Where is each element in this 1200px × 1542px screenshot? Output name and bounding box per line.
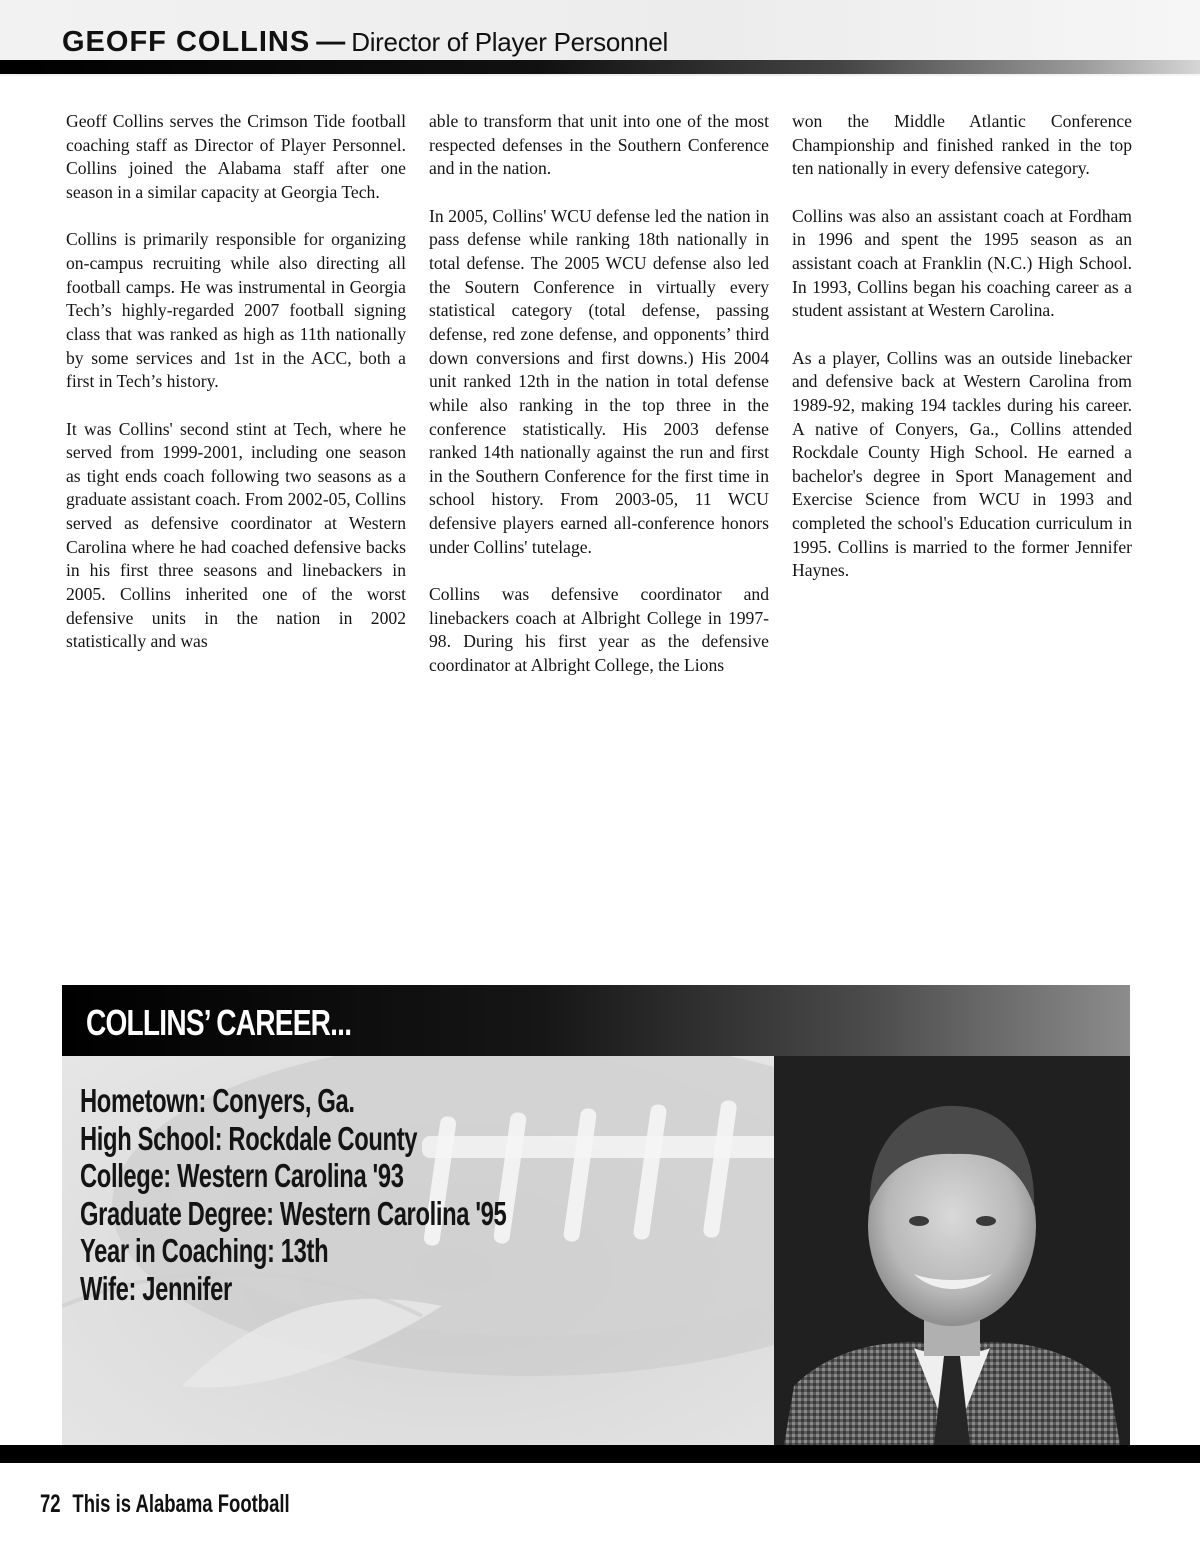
fact-high-school: High School: Rockdale County (80, 1119, 418, 1157)
coach-role: Director of Player Personnel (351, 27, 668, 57)
paragraph: Collins was also an assistant coach at Fordham in 1996 and spent the 1995 season as an assistant coach at Franklin (N.C.) High School. In 1993, Collins began his coaching career as a student assistant at Western Carolina. (792, 205, 1132, 321)
paragraph: won the Middle Atlantic Conference Championship and finished ranked in the top ten nationally in every defensive category. (792, 111, 1132, 179)
career-box (62, 985, 1130, 1445)
fact-wife: Wife: Jennifer (80, 1269, 232, 1307)
career-title: COLLINS’ CAREER... (86, 1002, 352, 1043)
text-column-2 (429, 110, 769, 701)
header-rule (0, 60, 1200, 74)
page-footer (40, 1490, 290, 1519)
page-number: 72 (40, 1490, 61, 1518)
text-column-3 (792, 110, 1132, 607)
career-header-bar (62, 985, 1130, 1056)
page-title (62, 26, 668, 59)
career-facts-panel (62, 1056, 774, 1445)
title-dash: — (316, 26, 346, 58)
coach-name: GEOFF COLLINS (62, 26, 311, 58)
paragraph: As a player, Collins was an outside linebacker and defensive back at Western Carolina from 1989-92, making 194 tackles during his career. A native of Conyers, Ga., Collins attended Rockdale County High School. He earned a bachelor's degree in Sport Management and Exercise Science from WCU in 1993 and completed the school's Education curriculum in 1995. Collins is married to the former Jennifer Haynes. (792, 347, 1132, 581)
footer-rule (0, 1445, 1200, 1463)
fact-college: College: Western Carolina '93 (80, 1157, 404, 1194)
publication-title: This is Alabama Football (72, 1490, 290, 1518)
paragraph: Collins was defensive coordinator and linebackers coach at Albright College in 1997-98. During his first year as the defensive coordinator at Albright College, the Lions (429, 584, 769, 676)
paragraph: Collins is primarily responsible for organizing on-campus recruiting while also directing all football camps. He was instrumental in Georgia Tech’s highly-regarded 2007 football signing class that was ranked as high as 11th nationally by some services and 1st in the ACC, both a first in Tech’s history. (66, 229, 406, 392)
career-facts-list (80, 1082, 672, 1307)
fact-hometown: Hometown: Conyers, Ga. (80, 1082, 355, 1119)
page-header (0, 0, 1200, 76)
paragraph: It was Collins' second stint at Tech, where he served from 1999-2001, including one season as tight ends coach following two seasons as a graduate assistant coach. From 2002-05, Collins served as defensive coordinator at Western Carolina where he had coached defensive backs in his first three seasons and linebackers in 2005. Collins inherited one of the worst defensive units in the nation in 2002 statistically and was (66, 418, 406, 652)
fact-years-coaching: Year in Coaching: 13th (80, 1232, 329, 1269)
headshot-image (774, 1056, 1130, 1445)
text-column-1 (66, 110, 406, 678)
paragraph: able to transform that unit into one of the most respected defenses in the Southern Conference and in the nation. (429, 111, 769, 179)
coach-headshot-photo (774, 1056, 1130, 1445)
fact-graduate-degree: Graduate Degree: Western Carolina '95 (80, 1194, 507, 1232)
paragraph: Geoff Collins serves the Crimson Tide football coaching staff as Director of Player Personnel. Collins joined the Alabama staff after one season in a similar capacity at Georgia Tech. (66, 111, 406, 202)
paragraph: In 2005, Collins' WCU defense led the nation in pass defense while ranking 18th nationally in total defense. The 2005 WCU defense also led the Soutern Conference in virtually every statistical category (total defense, passing defense, red zone defense, and opponents’ third down conversions and first downs.) His 2004 unit ranked 12th in the nation in total defense while also ranking in the top three in the conference statistically. His 2003 defense ranked 14th nationally against the run and first in the Southern Conference for the first time in school history. From 2003-05, 11 WCU defensive players earned all-conference honors under Collins' tutelage. (429, 205, 769, 557)
